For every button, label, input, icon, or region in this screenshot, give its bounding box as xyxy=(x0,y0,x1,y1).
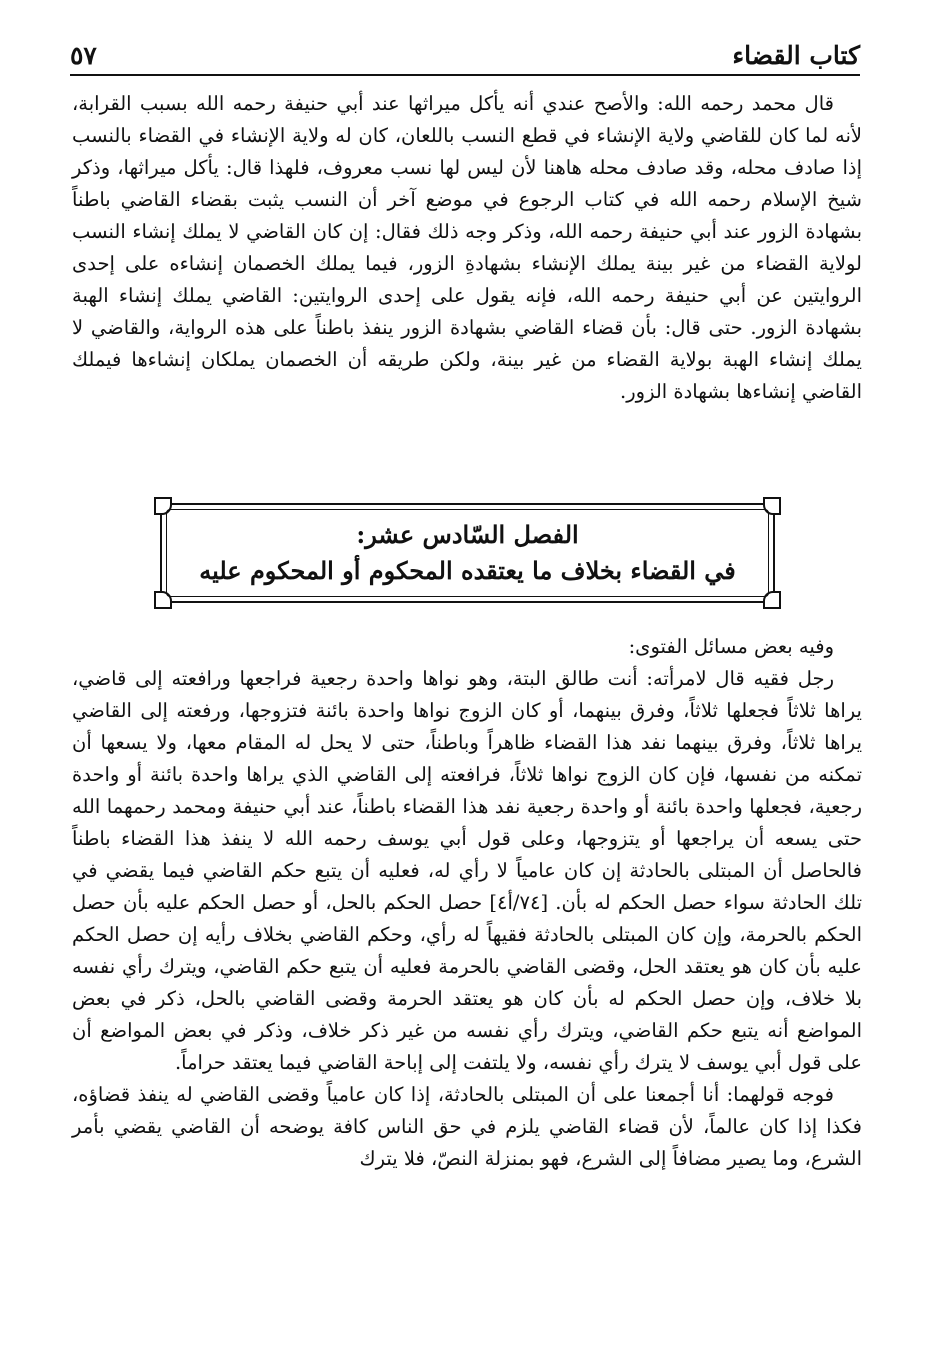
page-header xyxy=(70,28,860,76)
paragraph: قال محمد رحمه الله: والأصح عندي أنه يأكل ميراثها عند أبي حنيفة رحمه الله بسبب القرابة، لأنه لما كان للقاضي ولاية الإنشاء في قطع النسب باللعان، كان له ولاية الإنشاء في القضاء بالنسب إذا صادف محله، وقد صادف محله هاهنا لأن ليس لها نسب معروف، فلهذا قال: يأكل ميراثها، وذكر شيخ الإسلام رحمه الله في كتاب الرجوع في موضع آخر أن النسب يثبت بقضاء القاضي باطناً بشهادة الزور عند أبي حنيفة رحمه الله، وذكر وجه ذلك فقال: إن كان القاضي لا يملك إنشاء النسب لولاية القضاء من غير بينة يملك الإنشاء بشهادةِ الزور، فيما يملك الخصمان إنشاءه على إحدى الروايتين عن أبي حنيفة رحمه الله، فإنه يقول على إحدى الروايتين: القاضي يملك إنشاء الهبة بشهادة الزور. حتى قال: بأن قضاء القاضي بشهادة الزور ينفذ باطناً على هذه الرواية، والقاضي لا يملك إنشاء الهبة بولاية القضاء من غير بينة، ولكن طريقه أن الخصمان يملكان إنشاءها فيملك القاضي إنشاءها بشهادة الزور. xyxy=(72,92,862,403)
chapter-title: في القضاء بخلاف ما يعتقده المحكوم أو المحكوم عليه xyxy=(199,556,736,585)
paragraph: رجل فقيه قال لامرأته: أنت طالق البتة، وهو نواها واحدة رجعية فراجعها ورافعته إلى قاضي، يراها ثلاثاً فجعلها ثلاثاً، وفرق بينهما، أو كان الزوج نواها واحدة بائنة فتزوجها، ورفعته إلى القاضي يراها ثلاثاً، وفرق بينهما نفد هذا القضاء ظاهراً وباطناً، حتى لا يحل له المقام معها، ولا يسعها أن تمكنه من نفسها، فإن كان الزوج نواها ثلاثاً، فرافعته إلى القاضي الذي يراها واحدة بائنة أو واحدة رجعية، فجعلها واحدة بائنة أو واحدة رجعية نفد هذا القضاء باطناً، عند أبي حنيفة ومحمد رحمهما الله حتى يسعه أن يراجعها أو يتزوجها، وعلى قول أبي يوسف رحمه الله لا ينفذ هذا القضاء باطناً فالحاصل أن المبتلى بالحادثة إن كان عامياً لا رأي له، فعليه أن يتبع حكم القاضي فيما يقضي في تلك الحادثة سواء حصل الحكم له بأن. [٧٤/أ٤] حصل الحكم بالحل، أو حصل الحكم عليه بأن حصل الحكم بالحرمة، وإن كان المبتلى بالحادثة فقيهاً له رأي، وحكم القاضي بخلاف رأيه إن حصل الحكم عليه بأن كان هو يعتقد الحل، وقضى القاضي بالحرمة فعليه أن يتبع حكم القاضي، ويترك رأي نفسه بلا خلاف، وإن حصل الحكم له بأن كان هو يعتقد الحرمة وقضى القاضي بالحل، ذكر في بعض المواضع أنه يتبع حكم القاضي، ويترك رأي نفسه من غير ذكر خلاف، وذكر في بعض المواضع أن على قول أبي يوسف لا يترك رأي نفسه، ولا يلتفت إلى إباحة القاضي فيما يعتقد حراماً. xyxy=(72,667,862,1074)
text-block-lower xyxy=(72,631,862,1175)
page-number: ٥٧ xyxy=(70,41,97,70)
chapter-title-inner xyxy=(166,509,769,597)
running-title: كتاب القضاء xyxy=(732,41,860,70)
paragraph: وفيه بعض مسائل الفتوى: xyxy=(628,635,834,658)
text-block-upper xyxy=(72,88,862,408)
paragraph: فوجه قولهما: أنا أجمعنا على أن المبتلى بالحادثة، إذا كان عامياً وقضى القاضي له ينفذ قضاؤه، فكذا إذا كان عالماً، لأن قضاء القاضي يلزم في حق الناس كافة يوضحه أن القاضي يقضي بأمر الشرع، وما يصير مضافاً إلى الشرع، فهو بمنزلة النصّ، فلا يترك xyxy=(72,1083,862,1170)
chapter-title-frame xyxy=(160,503,775,603)
chapter-heading: الفصل السّادس عشر: xyxy=(356,520,579,549)
